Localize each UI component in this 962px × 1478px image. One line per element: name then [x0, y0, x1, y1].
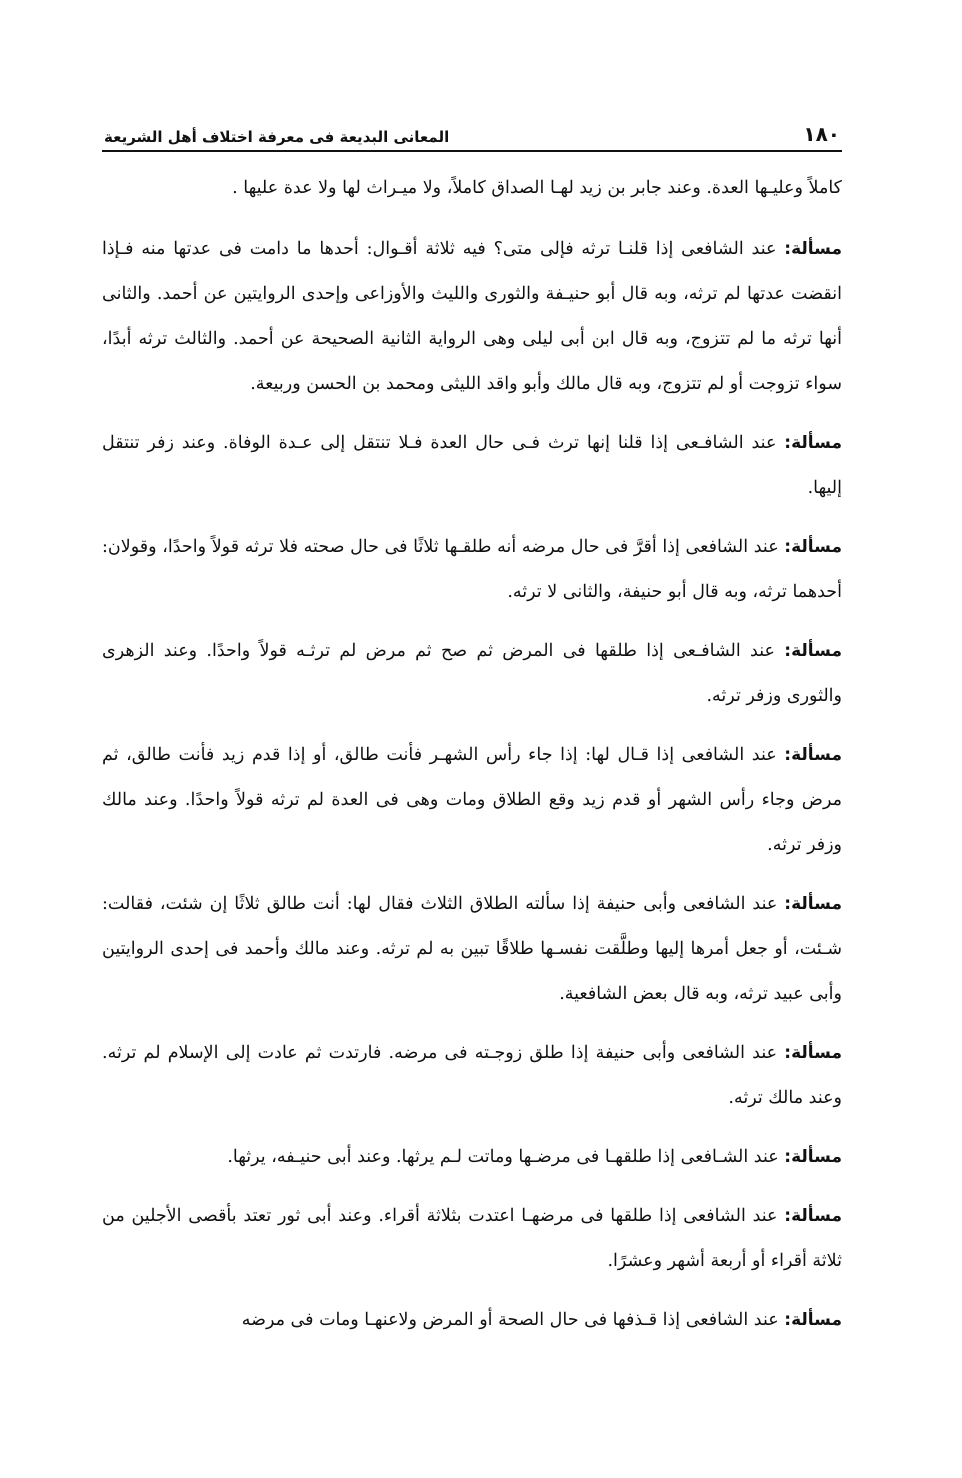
masala-keyword: مسألة: [784, 537, 842, 557]
header-rule [102, 150, 842, 152]
masala-keyword: مسألة: [784, 1206, 842, 1226]
masala-paragraph [102, 1031, 842, 1121]
masala-keyword: مسألة: [784, 1043, 842, 1063]
masala-paragraph [102, 421, 842, 511]
masala-keyword: مسألة: [784, 1310, 842, 1330]
masala-text: عند الشـافعى إذا طلقهـا فى مرضـها وماتت لـم يرثها. وعند أبى حنيـفه، يرثها. [227, 1147, 779, 1167]
masala-paragraph [102, 1135, 842, 1180]
masala-keyword: مسألة: [784, 239, 842, 259]
page-body [102, 166, 842, 1343]
page-number: ١٨٠ [803, 122, 840, 146]
masala-paragraph [102, 525, 842, 615]
masala-text: عند الشافعى إذا قلنـا ترثه فإلى متى؟ فيه ثلاثة أقـوال: أحدها ما دامت فى عدتها منه فـإذا انقضت عدتها لم ترثه، وبه قال أبو حنيـفة والثورى والليث والأوزاعى وإحدى الروايتين عن أحمد. والثانى أنها ترثه ما لم تتزوج، وبه قال ابن أبى ليلى وهى الرواية الثانية الصحيحة عن أحمد. والثالث ترثه أبدًا، سواء تزوجت أو لم تتزوج، وبه قال مالك وأبو واقد الليثى ومحمد بن الحسن وربيعة. [102, 239, 842, 394]
masala-text: عند الشافعى إذا قـال لها: إذا جاء رأس الشهـر فأنت طالق، أو إذا قدم زيد فأنت طالق، ثم مرض وجاء رأس الشهر أو قدم زيد وقع الطلاق ومات وهى فى العدة لم ترثه قولاً واحدًا. وعند مالك وزفر ترثه. [102, 745, 842, 855]
masala-text: عند الشافعى إذا طلقها فى مرضهـا اعتدت بثلاثة أقراء. وعند أبى ثور تعتد بأقصى الأجلين من ثلاثة أقراء أو أربعة أشهر وعشرًا. [102, 1206, 842, 1271]
masala-text: عند الشافعى إذا أقرَّ فى حال مرضه أنه طلقـها ثلاثًا فى حال صحته فلا ترثه قولاً واحدًا، وقولان: أحدهما ترثه، وبه قال أبو حنيفة، والثانى لا ترثه. [102, 537, 842, 602]
masala-text: عند الشافعى إذا قـذفها فى حال الصحة أو المرض ولاعنهـا ومات فى مرضه [241, 1310, 779, 1330]
masala-paragraph [102, 629, 842, 719]
opening-paragraph: كاملاً وعليـها العدة. وعند جابر بن زيد لهـا الصداق كاملاً، ولا ميـراث لها ولا عدة عليها . [232, 178, 842, 198]
masala-keyword: مسألة: [784, 1147, 842, 1167]
masala-paragraph [102, 1194, 842, 1284]
book-page [102, 112, 842, 1343]
masala-paragraph [102, 733, 842, 868]
page-header [102, 112, 842, 150]
masala-keyword: مسألة: [784, 745, 842, 765]
masala-paragraph [102, 227, 842, 407]
masala-text: عند الشافعى وأبى حنيفة إذا طلق زوجـته فى مرضه. فارتدت ثم عادت إلى الإسلام لم ترثه. وعند مالك ترثه. [102, 1043, 842, 1108]
masala-paragraph [102, 882, 842, 1017]
masala-paragraph [102, 1298, 842, 1343]
masala-text: عند الشافعى وأبى حنيفة إذا سألته الطلاق الثلاث فقال لها: أنت طالق ثلاثًا إن شئت، فقالت: شـئت، أو جعل أمرها إليها وطلَّقت نفسـها طلاقًا تبين به لم ترثه. وعند مالك وأحمد فى إحدى الروايتين وأبى عبيد ترثه، وبه قال بعض الشافعية. [102, 894, 842, 1004]
masala-keyword: مسألة: [784, 433, 842, 453]
masala-keyword: مسألة: [784, 641, 842, 661]
masala-keyword: مسألة: [784, 894, 842, 914]
masala-text: عند الشافـعى إذا طلقها فى المرض ثم صح ثم مرض لم ترثـه قولاً واحدًا. وعند الزهرى والثورى وزفر ترثه. [102, 641, 842, 706]
running-title: المعانى البديعة فى معرفة اختلاف أهل الشريعة [104, 128, 450, 146]
masala-text: عند الشافـعى إذا قلنا إنها ترث فـى حال العدة فـلا تنتقل إلى عـدة الوفاة. وعند زفر تنتقل إليها. [102, 433, 842, 498]
